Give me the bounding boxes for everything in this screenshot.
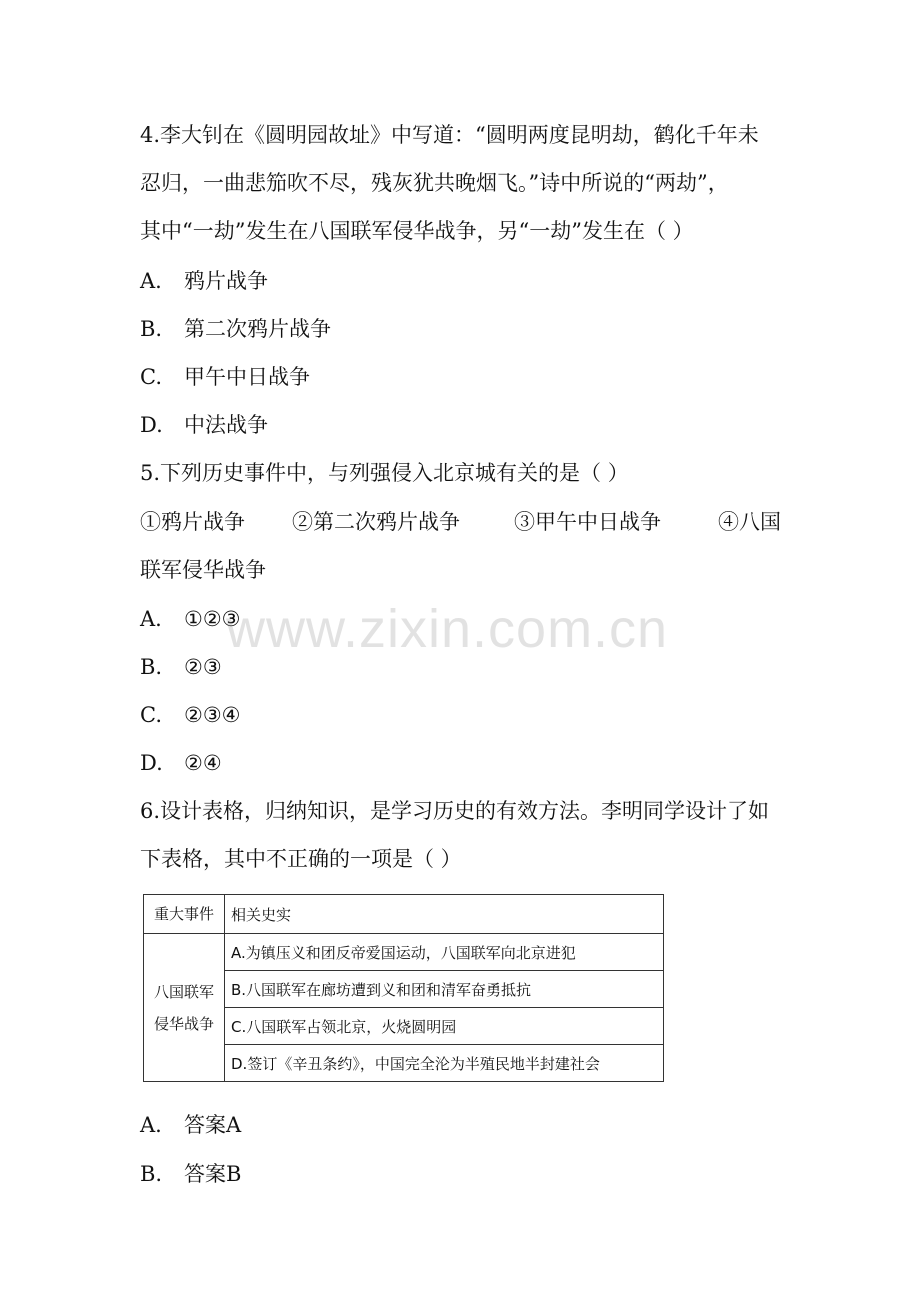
option-letter: D.: [140, 751, 163, 775]
fact-cell-d: D.签订《辛丑条约》，中国完全沦为半殖民地半封建社会: [225, 1045, 664, 1082]
q6-option-a[interactable]: [140, 1110, 241, 1140]
q6-option-b[interactable]: [140, 1159, 241, 1189]
option-text: ②④: [184, 751, 222, 775]
q5-option-d[interactable]: [140, 748, 222, 778]
option-letter: D.: [140, 413, 163, 437]
option-letter: B.: [140, 1162, 163, 1186]
option-text: 答案A: [184, 1113, 242, 1137]
table-row: [144, 934, 664, 971]
fact-cell-b: B.八国联军在廊坊遭到义和团和清军奋勇抵抗: [225, 971, 664, 1008]
option-letter: B.: [140, 655, 163, 679]
q5-item-3: ③甲午中日战争: [514, 510, 661, 534]
q5-items-line-cont: 联军侵华战争: [140, 558, 266, 582]
q4-stem-line-2: 忍归，一曲悲笳吹不尽，残灰犹共晚烟飞。”诗中所说的“两劫”，: [140, 171, 729, 195]
q6-stem-line-1: 6.设计表格，归纳知识，是学习历史的有效方法。李明同学设计了如: [140, 799, 770, 823]
q4-option-d[interactable]: [140, 410, 268, 440]
option-text: 甲午中日战争: [184, 365, 310, 389]
watermark-text: www.zixin.com.cn: [226, 599, 669, 659]
q4-option-b[interactable]: [140, 314, 331, 344]
event-cell-line-2: 侵华战争: [153, 1014, 214, 1033]
header-event-cell: 重大事件: [144, 895, 225, 934]
option-text: ②③④: [184, 703, 241, 727]
table-header-row: [144, 895, 664, 934]
option-text: ①②③: [184, 607, 241, 631]
q4-stem-line-3: 其中“一劫”发生在八国联军侵华战争，另“一劫”发生在（ ）: [140, 219, 694, 243]
facts-table: [143, 894, 664, 1082]
option-text: 第二次鸦片战争: [184, 317, 331, 341]
q4-option-a[interactable]: [140, 266, 268, 296]
event-cell-line-1: 八国联军: [153, 982, 214, 1001]
option-letter: A.: [140, 269, 162, 293]
option-text: 答案B: [184, 1162, 242, 1186]
q5-item-4: ④八国: [718, 510, 781, 534]
header-facts-cell: 相关史实: [225, 895, 664, 934]
q5-option-b[interactable]: [140, 652, 222, 682]
event-cell: [144, 934, 225, 1082]
q4-stem-line-1: 4.李大钊在《圆明园故址》中写道：“圆明两度昆明劫，鹤化千年未: [140, 123, 759, 147]
q5-item-2: ②第二次鸦片战争: [292, 510, 460, 534]
q5-items-line: [140, 507, 781, 537]
q4-option-c[interactable]: [140, 362, 310, 392]
option-text: ②③: [184, 655, 222, 679]
option-letter: B.: [140, 317, 163, 341]
fact-cell-c: C.八国联军占领北京，火烧圆明园: [225, 1008, 664, 1045]
fact-cell-a: A.为镇压义和团反帝爱国运动，八国联军向北京进犯: [225, 934, 664, 971]
option-letter: C.: [140, 703, 162, 727]
q6-stem-line-2: 下表格，其中不正确的一项是（ ）: [140, 847, 462, 871]
q5-option-c[interactable]: [140, 700, 240, 730]
option-letter: C.: [140, 365, 162, 389]
q5-stem-line-1: 5.下列历史事件中，与列强侵入北京城有关的是（ ）: [140, 461, 629, 485]
option-text: 鸦片战争: [184, 269, 268, 293]
q5-item-1: ①鸦片战争: [140, 510, 245, 534]
option-letter: A.: [140, 607, 162, 631]
option-letter: A.: [140, 1113, 162, 1137]
option-text: 中法战争: [184, 413, 268, 437]
